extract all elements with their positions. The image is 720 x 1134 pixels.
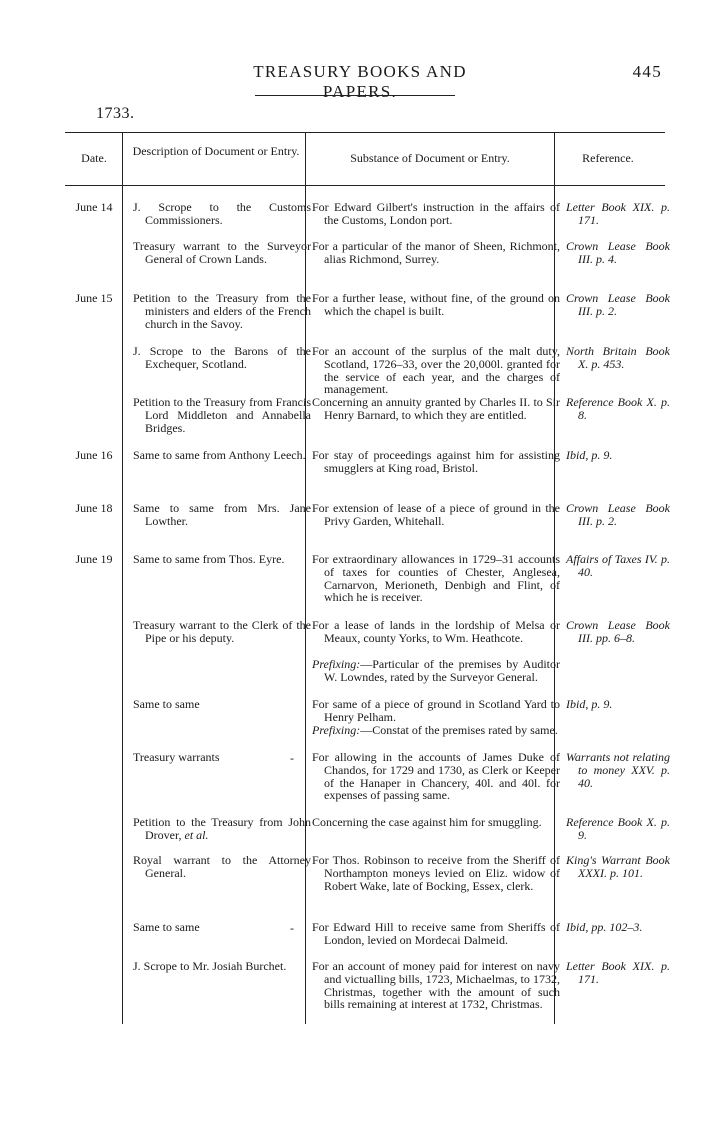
table-top-rule <box>65 132 665 133</box>
entry-reference: Warrants not relating to money XXV. p. 40. <box>566 750 670 790</box>
leader-dash: - <box>290 921 294 935</box>
entry-date: June 18 <box>75 501 113 515</box>
entry-description: Same to same from Thos. Eyre. <box>133 552 285 566</box>
col-header-description: Description of Document or Entry. <box>132 144 300 158</box>
entry-substance: For an account of money paid for interest on navy and victualling bills, 1723, Michaelmas, to 1732, Christmas, together with the amount of such bills remaining at interest at 1732, Christmas. <box>312 959 560 1012</box>
prefixing-text: —Particular of the premises by Auditor W. Lowndes, rated by the Surveyor General. <box>324 657 560 684</box>
entry-reference: King's Warrant Book XXXI. p. 101. <box>566 853 670 880</box>
entry-description: Same to same <box>133 920 200 934</box>
entry-description: J. Scrope to the Customs Commissioners. <box>133 200 311 227</box>
entry-substance: For Thos. Robinson to receive from the Sheriff of Northampton moneys levied on Eliz. widow of Robert Wake, late of Bocking, Essex, clerk. <box>312 853 560 893</box>
column-divider <box>122 132 123 1024</box>
table-header-rule <box>65 185 665 186</box>
entry-substance: For stay of proceedings against him for assisting smugglers at King road, Bristol. <box>312 448 560 475</box>
entry-reference: Crown Lease Book III. p. 2. <box>566 291 670 318</box>
entry-description: Treasury warrants <box>133 750 220 764</box>
entry-substance: For a lease of lands in the lordship of Melsa or Meaux, county Yorks, to Wm. Heathcote. <box>312 618 560 645</box>
header-title: TREASURY BOOKS AND PAPERS. <box>253 62 467 101</box>
entry-substance: For an account of the surplus of the malt duty, Scotland, 1726–33, over the 20,000l. granted for the service of each year, and the charges of management. <box>312 344 560 397</box>
entry-description <box>133 816 311 842</box>
entry-reference: Letter Book XIX. p. 171. <box>566 959 670 986</box>
description-text: Petition to the Treasury from John Drover, <box>133 815 311 842</box>
entry-reference: Ibid, p. 9. <box>566 697 613 711</box>
entry-substance: For extraordinary allowances in 1729–31 accounts of taxes for counties of Chester, Anglesea, Carnarvon, Merioneth, Denbigh and Flint, of which he is receiver. <box>312 552 560 605</box>
entry-substance: For Edward Hill to receive same from Sheriffs of London, levied on Mordecai Dalmeid. <box>312 920 560 947</box>
entry-substance: For same of a piece of ground in Scotland Yard to Henry Pelham. <box>312 697 560 724</box>
leader-dash: - <box>290 751 294 765</box>
entry-reference: Letter Book XIX. p. 171. <box>566 200 670 227</box>
description-italic: et al. <box>184 827 209 842</box>
entry-date: June 14 <box>75 200 113 214</box>
entry-reference: North Britain Book X. p. 453. <box>566 344 670 371</box>
entry-reference: Reference Book X. p. 9. <box>566 815 670 842</box>
entry-substance: For a particular of the manor of Sheen, Richmont, alias Richmond, Surrey. <box>312 239 560 266</box>
entry-description: Treasury warrant to the Clerk of the Pipe or his deputy. <box>133 618 311 645</box>
entry-substance: For Edward Gilbert's instruction in the affairs of the Customs, London port. <box>312 200 560 227</box>
entry-description: Treasury warrant to the Surveyor General of Crown Lands. <box>133 239 311 266</box>
entry-reference: Crown Lease Book III. pp. 6–8. <box>566 618 670 645</box>
page-number: 445 <box>632 62 662 81</box>
prefixing-label: Prefixing: <box>312 723 361 737</box>
entry-substance: For allowing in the accounts of James Duke of Chandos, for 1729 and 1730, as Clerk or Keeper of the Hanaper in Chancery, 40l. and 40l. for expenses of passing same. <box>312 750 560 803</box>
col-header-date: Date. <box>81 151 107 165</box>
entry-substance: For a further lease, without fine, of the ground on which the chapel is built. <box>312 291 560 318</box>
entry-reference: Reference Book X. p. 8. <box>566 395 670 422</box>
col-header-substance: Substance of Document or Entry. <box>350 151 510 165</box>
entry-prefixing <box>312 724 560 737</box>
entry-reference: Affairs of Taxes IV. p. 40. <box>566 552 670 579</box>
prefixing-label: Prefixing: <box>312 657 361 671</box>
entry-substance: Concerning an annuity granted by Charles II. to Sir Henry Barnard, to which they are entitled. <box>312 395 560 422</box>
entry-date: June 19 <box>75 552 113 566</box>
entry-description: J. Scrope to Mr. Josiah Burchet. <box>133 959 287 973</box>
entry-description: Same to same from Anthony Leech. <box>133 448 306 462</box>
entry-reference: Ibid, pp. 102–3. <box>566 920 643 934</box>
entry-prefixing <box>312 658 560 684</box>
entry-description: J. Scrope to the Barons of the Exchequer, Scotland. <box>133 344 311 371</box>
entry-reference: Crown Lease Book III. p. 4. <box>566 239 670 266</box>
entry-description: Royal warrant to the Attorney General. <box>133 853 311 880</box>
entry-description: Same to same <box>133 697 200 711</box>
entry-reference: Crown Lease Book III. p. 2. <box>566 501 670 528</box>
entry-date: June 16 <box>75 448 113 462</box>
entry-date: June 15 <box>75 291 113 305</box>
entry-substance: Concerning the case against him for smuggling. <box>312 815 542 829</box>
prefixing-text: —Constat of the premises rated by same. <box>360 723 558 737</box>
header-rule <box>255 95 455 96</box>
entry-description: Petition to the Treasury from Francis Lord Middleton and Annabella Bridges. <box>133 395 311 435</box>
entry-substance: For extension of lease of a piece of ground in the Privy Garden, Whitehall. <box>312 501 560 528</box>
year-label: 1733. <box>96 105 135 122</box>
entry-description: Same to same from Mrs. Jane Lowther. <box>133 501 311 528</box>
column-divider <box>305 132 306 1024</box>
entry-reference: Ibid, p. 9. <box>566 448 613 462</box>
col-header-reference: Reference. <box>582 151 634 165</box>
entry-description: Petition to the Treasury from the ministers and elders of the French church in the Savoy. <box>133 291 311 331</box>
